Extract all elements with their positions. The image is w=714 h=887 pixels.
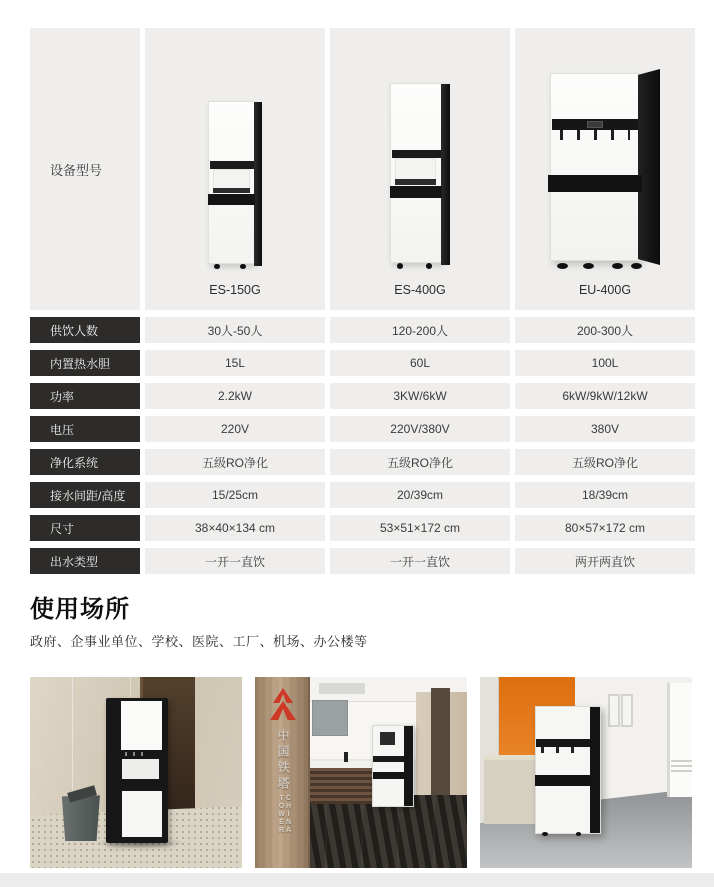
water-dispenser-illustration-es400g [390,83,450,269]
spec-label-outlet-type: 出水类型 [30,548,140,574]
dispenser-foot [426,263,432,269]
usage-photos-row [30,677,692,868]
spec-label-purification: 净化系统 [30,449,140,475]
product-cell-es150g [145,28,325,310]
wall-tile-seam [72,677,73,807]
spec-value: 15L [145,350,325,376]
spec-value: 200-300人 [515,317,695,343]
ceiling-vent [319,683,366,694]
dispenser-top-panel [121,701,162,750]
spec-value: 38×40×134 cm [145,515,325,541]
spec-value: 2.2kW [145,383,325,409]
spec-value: 五级RO净化 [145,449,325,475]
product-cell-es400g [330,28,510,310]
spec-value: 60L [330,350,510,376]
logo-chevron [270,701,296,720]
beige-cabinet [484,755,539,824]
dispenser-side-panel [441,84,450,265]
spec-value: 220V [145,416,325,442]
spec-value: 80×57×172 cm [515,515,695,541]
spec-value: 15/25cm [145,482,325,508]
water-dispenser-illustration-es150g [208,101,262,269]
dispenser-foot [214,264,219,269]
spec-value: 18/39cm [515,482,695,508]
dispenser-display [587,121,602,127]
dispenser-slot [395,179,436,185]
logo-chevron [273,688,293,703]
dispenser-caster [583,263,594,269]
usage-section-title: 使用场所 [30,596,130,623]
dispenser-lower-panel [122,791,161,837]
dispenser-tray [535,775,591,786]
spec-label-dimensions: 尺寸 [30,515,140,541]
dispenser-foot [240,264,245,269]
dispenser-recess [122,759,159,779]
water-dispenser-illustration-eu400g [550,69,660,269]
usage-photo-office-pantry [255,677,467,868]
spec-value: 一开一直饮 [330,548,510,574]
spec-label-power: 功率 [30,383,140,409]
water-dispenser-photo [372,725,414,807]
wall-sign [621,694,633,726]
dispenser-taps [541,747,583,753]
spec-table [30,28,695,574]
dispenser-tray [548,175,643,192]
wall-sign [608,694,620,726]
spec-label-people: 供饮人数 [30,317,140,343]
dispenser-caster [542,832,548,836]
spec-value: 220V/380V [330,416,510,442]
dispenser-side-panel [638,69,660,265]
dispenser-foot [397,263,403,269]
dispenser-control-strip [210,161,254,169]
china-tower-logo-text-cn: 中国铁塔 [276,729,290,793]
spec-value: 380V [515,416,695,442]
dispenser-tray [390,186,442,198]
spec-value: 五级RO净化 [515,449,695,475]
dispenser-caster [631,263,642,269]
spec-value: 五级RO净化 [330,449,510,475]
spec-value: 53×51×172 cm [330,515,510,541]
product-name-eu400g: EU-400G [578,283,632,297]
dispenser-caster [557,263,568,269]
spec-value: 两开两直饮 [515,548,695,574]
dispenser-buttons [125,752,150,756]
product-name-es150g: ES-150G [209,283,261,297]
product-name-es400g: ES-400G [394,283,446,297]
dispenser-body [550,73,640,261]
dispenser-display [380,732,395,745]
dispenser-side-panel [404,726,413,806]
dispenser-caster [576,832,582,836]
spec-value: 20/39cm [330,482,510,508]
spec-label-voltage: 电压 [30,416,140,442]
dark-column [431,688,450,801]
model-header-label: 设备型号 [50,162,103,178]
model-header-cell [30,28,140,310]
trash-bin [62,795,100,841]
dispenser-control-strip [536,739,590,747]
upper-cabinet [312,700,348,736]
spec-value: 一开一直饮 [145,548,325,574]
footer-strip [0,873,714,887]
dispenser-side-panel [254,102,262,266]
usage-photo-hallway [480,677,692,868]
dispenser-slot [213,188,250,193]
dispenser-side-panel [590,707,600,833]
product-cell-eu400g [515,28,695,310]
spec-value: 120-200人 [330,317,510,343]
dispenser-tray [208,194,255,205]
spec-value: 3KW/6kW [330,383,510,409]
dispenser-control-strip [373,756,405,762]
doorway-railing [671,757,692,772]
water-dispenser-photo [106,698,167,843]
usage-photo-lobby [30,677,242,868]
spec-label-spacing: 接水间距/高度 [30,482,140,508]
faucet [344,752,348,762]
usage-section-subtitle: 政府、企事业单位、学校、医院、工厂、机场、办公楼等 [30,634,368,649]
bright-doorway [667,683,692,798]
spec-value: 100L [515,350,695,376]
water-dispenser-photo [535,706,601,834]
china-tower-logo-text-en: CHINA TOWER [278,795,292,835]
spec-value: 30人-50人 [145,317,325,343]
dispenser-caster [612,263,623,269]
china-tower-logo-icon [270,688,296,722]
dispenser-tray [373,772,405,778]
spec-label-tank: 内置热水胆 [30,350,140,376]
spec-value: 6kW/9kW/12kW [515,383,695,409]
dispenser-control-strip [392,150,441,158]
dispenser-taps [560,130,630,140]
